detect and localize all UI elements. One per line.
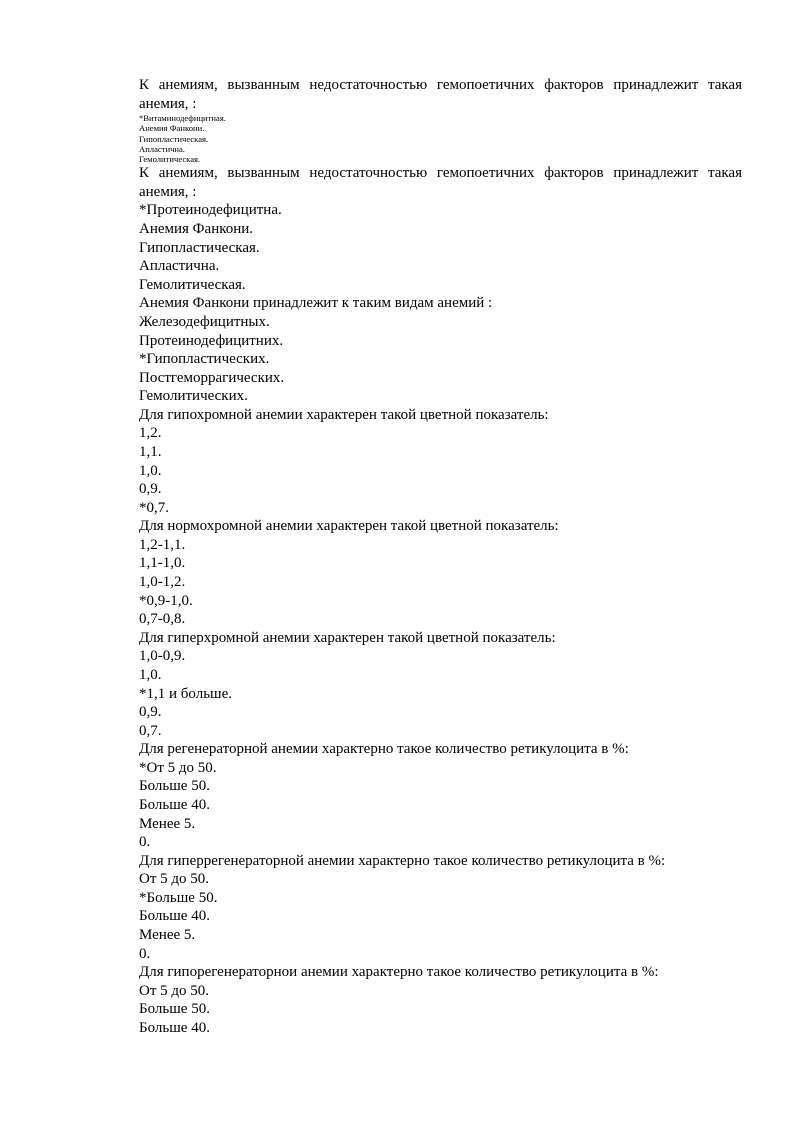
answer-option: От 5 до 50.: [139, 982, 210, 999]
document-page: [139, 76, 742, 1038]
answer-option: 1,2-1,1.: [139, 536, 186, 553]
question-block: [139, 406, 742, 517]
question-text: Для нормохромной анемии характерен такой цветной показатель:: [139, 518, 559, 535]
answer-option: 1,0-1,2.: [139, 574, 186, 591]
answer-option: 1,2.: [139, 425, 162, 442]
answer-option: 1,1-1,0.: [139, 555, 186, 572]
answer-option: *От 5 до 50.: [139, 759, 217, 776]
answer-options: [139, 982, 742, 1038]
answer-option: *Протеинодефицитна.: [139, 202, 282, 219]
question-text: Для гиперхромной анемии характерен такой цветной показатель:: [139, 629, 556, 646]
answer-option: Больше 40.: [139, 1019, 210, 1036]
question-text: Анемия Фанкони принадлежит к таким видам анемий :: [139, 295, 493, 312]
answer-option: Менее 5.: [139, 927, 196, 944]
answer-options: [139, 647, 742, 740]
answer-option: Постгеморрагических.: [139, 369, 285, 386]
answer-options: [139, 759, 742, 852]
answer-option: Протеинодефицитних.: [139, 332, 284, 349]
answer-option: *0,7.: [139, 499, 169, 516]
question-block: [139, 629, 742, 740]
answer-option: Больше 40.: [139, 797, 210, 814]
answer-option: *Гипопластических.: [139, 351, 270, 368]
answer-option: Больше 50.: [139, 1001, 210, 1018]
answer-option: *Витаминодефицитная.: [139, 113, 226, 123]
question-text: Для гиперрегенераторной анемии характерно такое количество ретикулоцита в %:: [139, 852, 666, 869]
answer-options: [139, 424, 742, 517]
answer-option: 0,7.: [139, 722, 162, 739]
question-block: [139, 164, 742, 294]
answer-option: *0,9-1,0.: [139, 592, 193, 609]
answer-option: Железодефицитных.: [139, 313, 270, 330]
question-block: [139, 963, 742, 1037]
answer-option: Апластична.: [139, 143, 185, 154]
answer-option: 0,7-0,8.: [139, 611, 186, 628]
answer-option: 0,9.: [139, 704, 162, 721]
answer-option: Анемия Фанкони.: [139, 123, 205, 134]
answer-option: *1,1 и больше.: [139, 685, 232, 702]
answer-option: От 5 до 50.: [139, 871, 210, 888]
answer-option: Гипопластическая.: [139, 133, 209, 144]
question-block: [139, 294, 742, 405]
answer-option: Анемия Фанкони.: [139, 221, 254, 238]
answer-option: Больше 50.: [139, 778, 210, 795]
answer-option: Гемолитических.: [139, 388, 248, 405]
answer-option: 1,0.: [139, 666, 162, 683]
answer-option: Апластична.: [139, 258, 220, 275]
answer-option: Гемолитическая.: [139, 276, 246, 293]
answer-option: 1,0.: [139, 462, 162, 479]
answer-options: [139, 201, 742, 294]
answer-option: *Больше 50.: [139, 889, 218, 906]
answer-option: 0.: [139, 834, 151, 851]
answer-options: [139, 313, 742, 406]
answer-options: [139, 113, 742, 164]
question-block: [139, 740, 742, 851]
answer-options: [139, 870, 742, 963]
question-block: [139, 76, 742, 164]
answer-option: 1,0-0,9.: [139, 648, 186, 665]
answer-option: 1,1.: [139, 444, 162, 461]
answer-option: 0.: [139, 945, 151, 962]
question-text: К анемиям, вызванным недостаточностью гемопоетичних факторов принадлежит такая анемия, :: [139, 165, 742, 200]
answer-option: Гипопластическая.: [139, 239, 260, 256]
answer-option: Больше 40.: [139, 908, 210, 925]
question-text: К анемиям, вызванным недостаточностью гемопоетичних факторов принадлежит такая анемия, :: [139, 77, 742, 112]
answer-option: Менее 5.: [139, 815, 196, 832]
question-text: Для гипохромной анемии характерен такой цветной показатель:: [139, 406, 549, 423]
question-block: [139, 517, 742, 628]
answer-option: 0,9.: [139, 481, 162, 498]
question-text: Для гипорегенераторнои анемии характерно такое количество ретикулоцита в %:: [139, 964, 659, 981]
answer-options: [139, 536, 742, 629]
question-block: [139, 852, 742, 963]
question-text: Для регенераторной анемии характерно такое количество ретикулоцита в %:: [139, 741, 629, 758]
answer-option: Гемолитическая.: [139, 154, 201, 165]
